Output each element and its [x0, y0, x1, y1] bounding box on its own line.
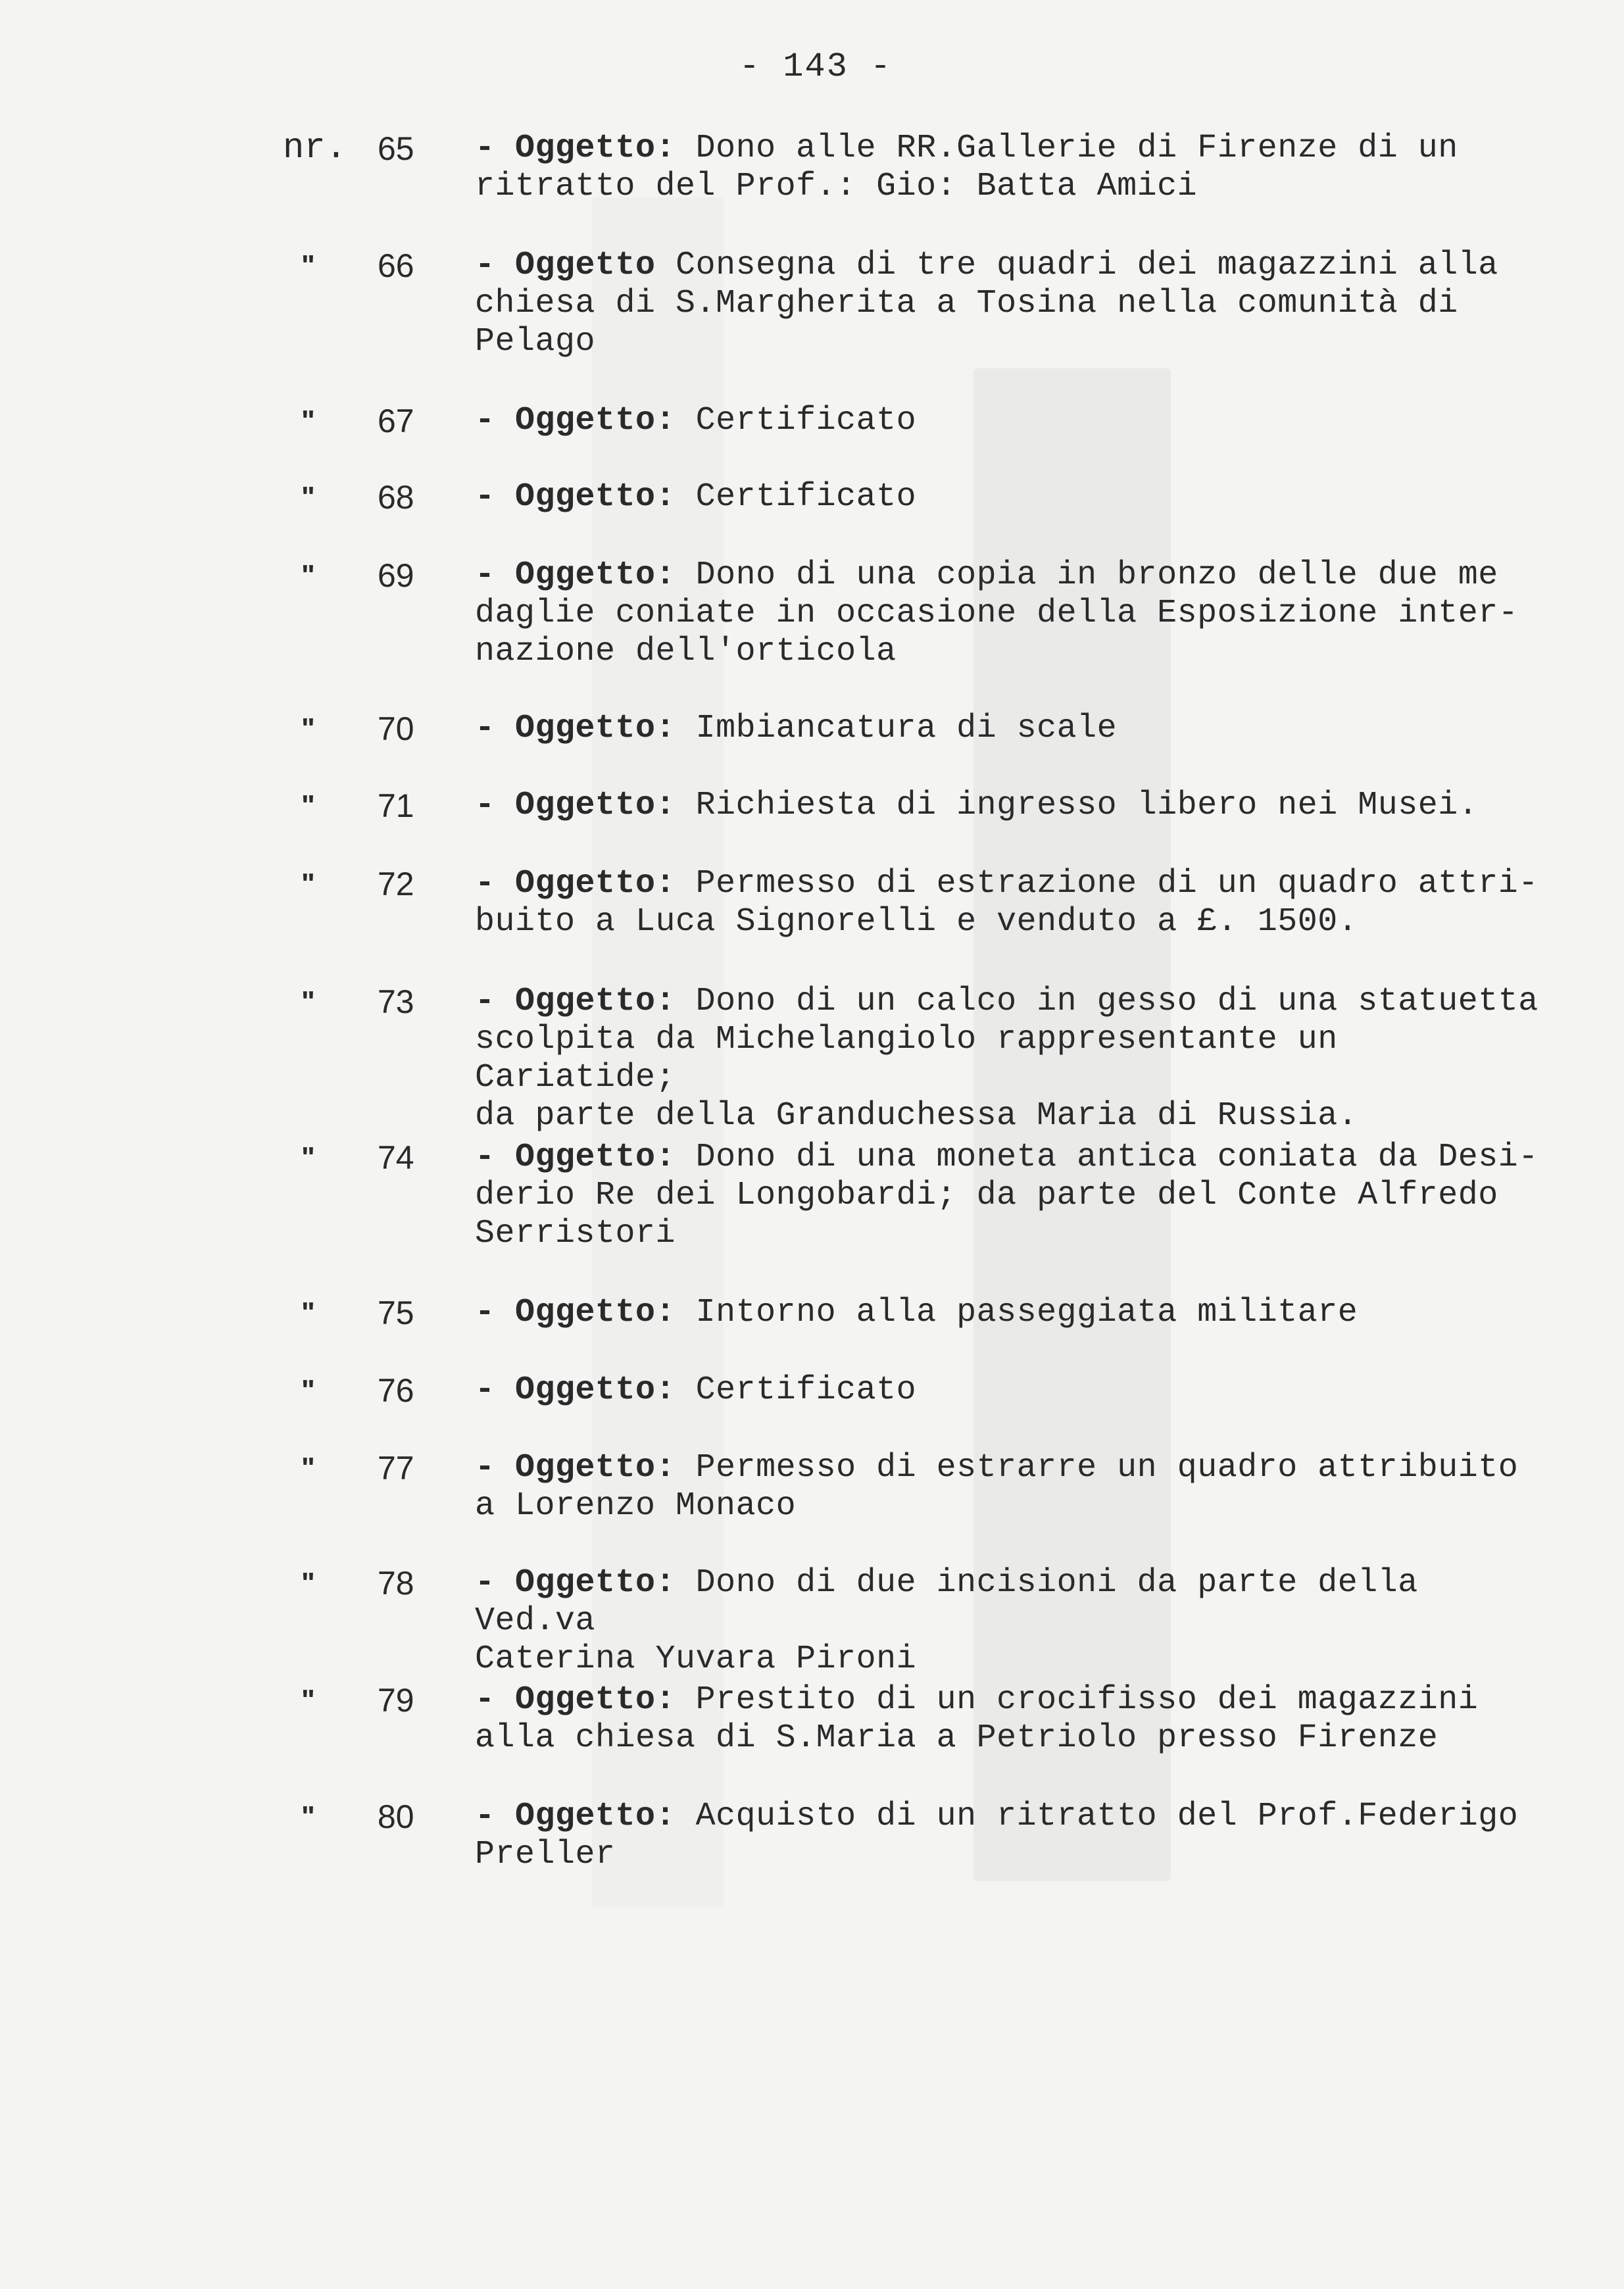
- entry-text: [475, 1294, 1554, 1332]
- entry-body: Dono di una moneta antica coniata da Desi- derio Re dei Longobardi; da parte del Conte Alfredo Serristori: [475, 1139, 1538, 1252]
- entry-lead: - Oggetto:: [475, 865, 676, 902]
- entry-lead: - Oggetto:: [475, 130, 676, 167]
- ditto-mark: ": [301, 985, 315, 1018]
- entry-number: 73: [378, 983, 414, 1020]
- entry-lead: - Oggetto:: [475, 1798, 676, 1835]
- entry-lead: - Oggetto:: [475, 1139, 676, 1176]
- entry-text: [475, 1449, 1554, 1525]
- entry-body: Consegna di tre quadri dei magazzini alla chiesa di S.Margherita a Tosina nella comunità di Pelago: [475, 247, 1498, 360]
- entry-number: 76: [378, 1372, 414, 1409]
- ditto-mark: ": [301, 1296, 315, 1329]
- entry-body: Certificato: [695, 1371, 917, 1409]
- entry-number: 78: [378, 1565, 414, 1602]
- entry-body: Dono di una copia in bronzo delle due me daglie coniate in occasione della Esposizione inter- nazione dell'orticola: [475, 556, 1519, 670]
- page-number: - 143 -: [739, 47, 893, 86]
- entry-lead: - Oggetto:: [475, 478, 676, 516]
- entry-number: 69: [378, 557, 414, 594]
- entry-body: Certificato: [695, 478, 917, 516]
- entry-text: [475, 710, 1554, 748]
- entry-body: Prestito di un crocifisso dei magazzini alla chiesa di S.Maria a Petriolo presso Firenze: [475, 1681, 1479, 1757]
- entry-number: 80: [378, 1798, 414, 1835]
- ditto-mark: ": [301, 868, 315, 900]
- entry-lead: - Oggetto:: [475, 1564, 676, 1602]
- entry-text: [475, 1798, 1554, 1874]
- ditto-mark: ": [301, 249, 315, 282]
- entry-number: 72: [378, 866, 414, 902]
- entry-body: Acquisto di un ritratto del Prof.Federigo Preller: [475, 1798, 1519, 1873]
- entry-lead: - Oggetto:: [475, 1294, 676, 1331]
- entry-text: [475, 478, 1554, 516]
- ditto-mark: ": [301, 1141, 315, 1173]
- entry-body: Permesso di estrarre un quadro attribuito a Lorenzo Monaco: [475, 1449, 1519, 1525]
- ditto-mark: ": [301, 559, 315, 591]
- entry-lead: - Oggetto:: [475, 983, 676, 1020]
- ditto-mark: ": [301, 481, 315, 513]
- entry-lead: - Oggetto:: [475, 710, 676, 747]
- entry-lead: - Oggetto:: [475, 556, 676, 594]
- ditto-mark: ": [301, 405, 315, 437]
- entry-body: Imbiancatura di scale: [695, 710, 1118, 747]
- entry-text: [475, 1139, 1554, 1253]
- entry-number: 71: [378, 787, 414, 824]
- entry-lead: - Oggetto:: [475, 1681, 676, 1719]
- ditto-mark: ": [301, 1374, 315, 1406]
- ditto-mark: ": [301, 712, 315, 745]
- ditto-mark: ": [301, 1800, 315, 1833]
- entry-number: 65: [378, 130, 414, 167]
- entry-number: 75: [378, 1294, 414, 1331]
- entry-text: [475, 402, 1554, 440]
- entry-body: Dono alle RR.Gallerie di Firenze di un ritratto del Prof.: Gio: Batta Amici: [475, 130, 1458, 205]
- entry-body: Dono di due incisioni da parte della Ved.va Caterina Yuvara Pironi: [475, 1564, 1418, 1678]
- entry-text: [475, 787, 1554, 825]
- ditto-mark: ": [301, 789, 315, 822]
- entry-lead: - Oggetto: [475, 247, 656, 284]
- entry-body: Certificato: [695, 402, 917, 439]
- entry-number: 70: [378, 710, 414, 747]
- entry-text: [475, 1564, 1554, 1679]
- entry-text: [475, 1681, 1554, 1758]
- entry-text: [475, 130, 1554, 206]
- entry-number: 68: [378, 479, 414, 516]
- entry-text: [475, 865, 1554, 941]
- entry-number: 66: [378, 247, 414, 284]
- entry-body: Permesso di estrazione di un quadro attri- buito a Luca Signorelli e venduto a £. 1500.: [475, 865, 1538, 941]
- entry-body: Dono di un calco in gesso di una statuetta scolpita da Michelangiolo rappresentante un Cariatide; da parte della Granduchessa Maria di Russia.: [475, 983, 1538, 1135]
- entry-prefix: nr.: [283, 128, 347, 168]
- entry-lead: - Oggetto:: [475, 787, 676, 824]
- entry-text: [475, 556, 1554, 671]
- entry-number: 79: [378, 1682, 414, 1719]
- entry-lead: - Oggetto:: [475, 1449, 676, 1487]
- entry-text: [475, 983, 1554, 1135]
- ditto-mark: ": [301, 1684, 315, 1716]
- entry-number: 77: [378, 1450, 414, 1487]
- entry-number: 67: [378, 403, 414, 439]
- ditto-mark: ": [301, 1452, 315, 1484]
- entry-lead: - Oggetto:: [475, 1371, 676, 1409]
- entry-body: Richiesta di ingresso libero nei Musei.: [695, 787, 1479, 824]
- entry-text: [475, 247, 1554, 361]
- entry-body: Intorno alla passeggiata militare: [695, 1294, 1358, 1331]
- entry-lead: - Oggetto:: [475, 402, 676, 439]
- ditto-mark: ": [301, 1567, 315, 1599]
- entry-text: [475, 1371, 1554, 1410]
- entry-number: 74: [378, 1139, 414, 1176]
